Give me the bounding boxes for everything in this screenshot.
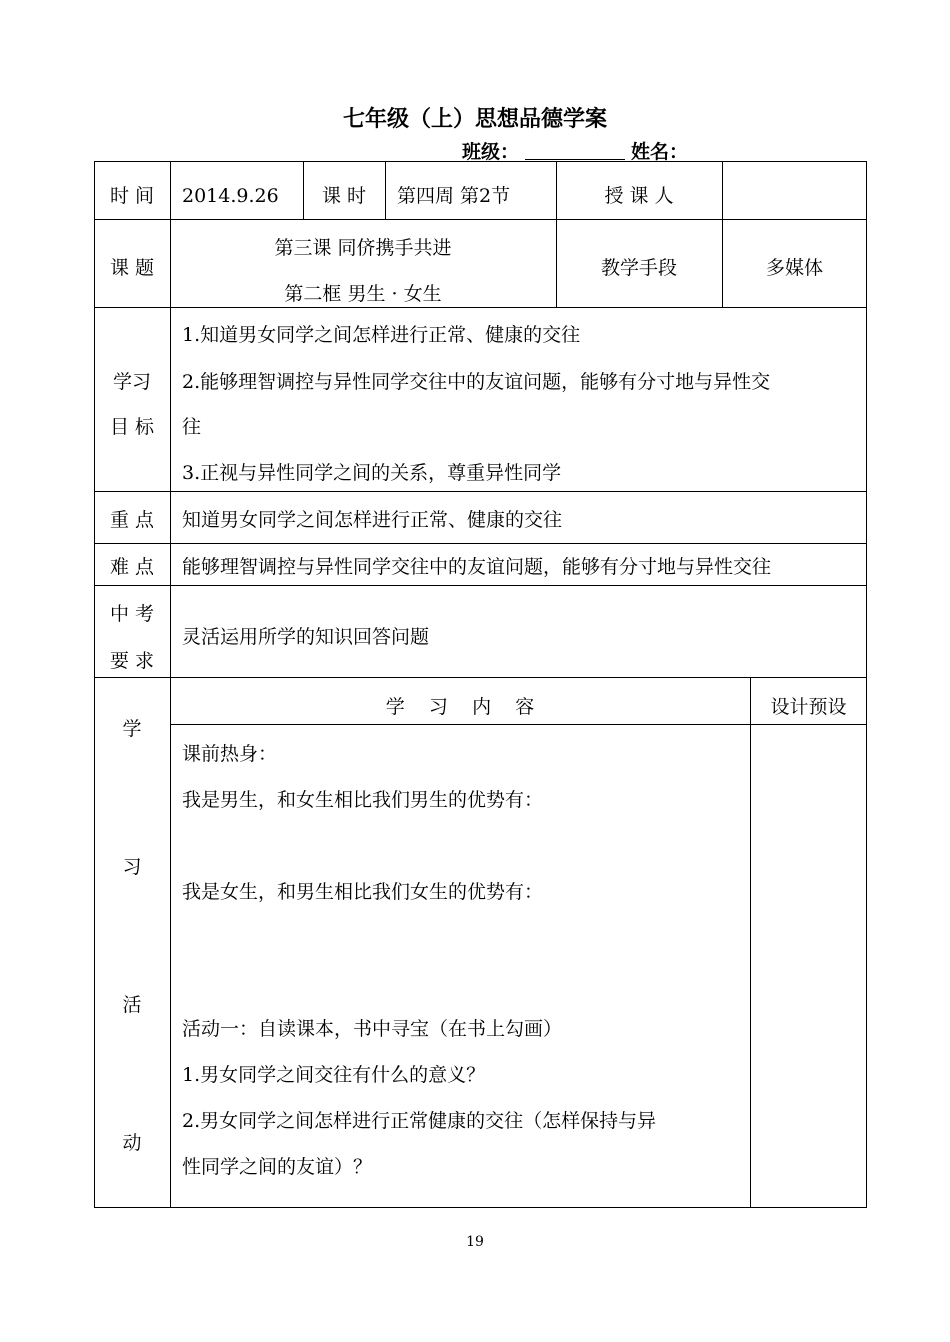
period-label: 课 时 bbox=[321, 185, 367, 207]
content-line: 1.男女同学之间交往有什么的意义？ bbox=[182, 1064, 486, 1086]
goal-item: 2.能够理智调控与异性同学交往中的友谊问题，能够有分寸地与异性交 bbox=[182, 371, 771, 393]
difficult-point-label: 难 点 bbox=[109, 556, 155, 578]
exam-label-2: 要 求 bbox=[109, 650, 155, 672]
content-line: 性同学之间的友谊）？ bbox=[182, 1156, 373, 1178]
content-line: 活动一：自读课本，书中寻宝（在书上勾画） bbox=[182, 1018, 563, 1040]
means-value: 多媒体 bbox=[765, 257, 823, 279]
topic-line-1: 第三课 同侪携手共进 bbox=[274, 237, 452, 259]
design-header: 设计预设 bbox=[770, 696, 847, 718]
activity-side-label: 动 bbox=[122, 1132, 142, 1154]
date-value: 2014.9.26 bbox=[182, 185, 279, 207]
content-line: 课前热身： bbox=[182, 743, 278, 765]
activity-side-label: 活 bbox=[122, 994, 142, 1016]
exam-requirement-value: 灵活运用所学的知识回答问题 bbox=[182, 626, 430, 648]
topic-line-2: 第二框 男生 · 女生 bbox=[284, 283, 442, 305]
class-label: 班级： bbox=[462, 141, 520, 163]
content-line: 2.男女同学之间怎样进行正常健康的交往（怎样保持与异 bbox=[182, 1110, 657, 1132]
activity-side-label: 习 bbox=[122, 856, 142, 878]
class-name-line bbox=[462, 137, 688, 164]
teacher-label: 授 课 人 bbox=[604, 185, 674, 207]
goals-label-2: 目 标 bbox=[109, 416, 155, 438]
activity-side-label: 学 bbox=[122, 718, 142, 740]
key-point-value: 知道男女同学之间怎样进行正常、健康的交往 bbox=[182, 509, 563, 531]
goal-item: 3.正视与异性同学之间的关系，尊重异性同学 bbox=[182, 462, 562, 484]
goal-item: 1.知道男女同学之间怎样进行正常、健康的交往 bbox=[182, 324, 581, 346]
means-label: 教学手段 bbox=[600, 257, 677, 279]
goal-item: 往 bbox=[182, 416, 202, 438]
lesson-plan-table bbox=[94, 161, 867, 1208]
class-blank-field[interactable] bbox=[525, 141, 625, 160]
difficult-point-value: 能够理智调控与异性同学交往中的友谊问题，能够有分寸地与异性交往 bbox=[182, 556, 772, 578]
topic-label: 课 题 bbox=[109, 257, 155, 279]
name-label: 姓名： bbox=[631, 141, 689, 163]
page-number: 19 bbox=[466, 1234, 484, 1250]
content-header: 学 习 内 容 bbox=[385, 696, 535, 718]
goals-label-1: 学习 bbox=[112, 371, 151, 393]
key-point-label: 重 点 bbox=[109, 509, 155, 531]
page-title: 七年级（上）思想品德学案 bbox=[342, 107, 607, 132]
time-label: 时 间 bbox=[109, 185, 155, 207]
content-line: 我是男生，和女生相比我们男生的优势有： bbox=[182, 789, 544, 811]
exam-label-1: 中 考 bbox=[109, 603, 155, 625]
period-value: 第四周 第2节 bbox=[397, 185, 511, 207]
content-line: 我是女生，和男生相比我们女生的优势有： bbox=[182, 881, 544, 903]
